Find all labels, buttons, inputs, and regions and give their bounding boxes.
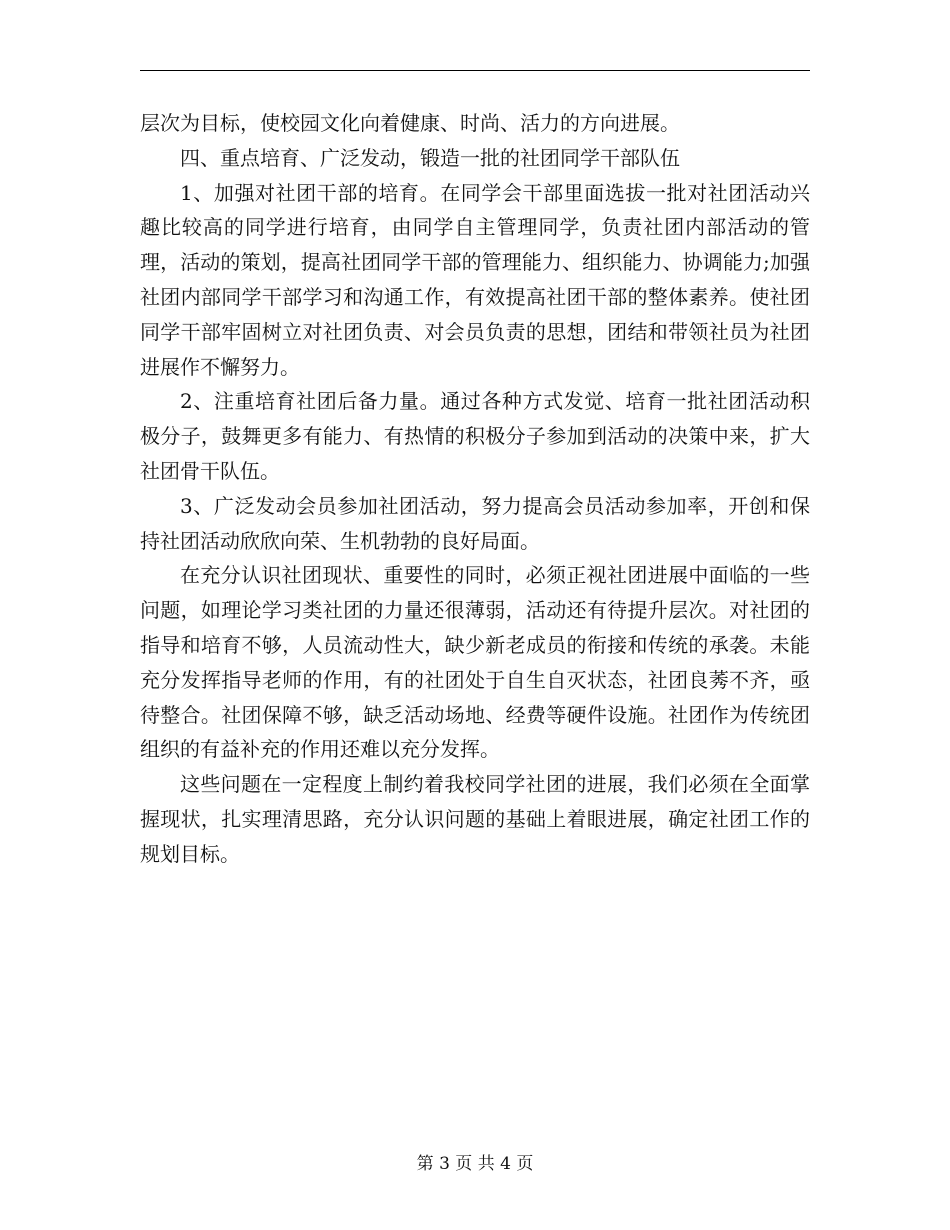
paragraph-conclusion: 这些问题在一定程度上制约着我校同学社团的进展，我们必须在全面掌握现状，扎实理清思路，充分认识问题的基础上着眼进展，确定社团工作的规划目标。 — [140, 772, 810, 866]
paragraph-item-3: 3、广泛发动会员参加社团活动，努力提高会员活动参加率，开创和保持社团活动欣欣向荣、生机勃勃的良好局面。 — [140, 493, 810, 553]
document-body — [140, 106, 810, 872]
paragraph-item-1: 1、加强对社团干部的培育。在同学会干部里面选拔一批对社团活动兴趣比较高的同学进行培育，由同学自主管理同学，负责社团内部活动的管理，活动的策划，提高社团同学干部的管理能力、组织能力、协调能力;加强社团内部同学干部学习和沟通工作，有效提高社团干部的整体素养。使社团同学干部牢固树立对社团负责、对会员负责的思想，团结和带领社员为社团进展作不懈努力。 — [140, 180, 810, 379]
section-heading-four: 四、重点培育、广泛发动，锻造一批的社团同学干部队伍 — [180, 145, 680, 170]
page-number-footer: 第 3 页 共 4 页 — [416, 1154, 534, 1174]
paragraph-item-2: 2、注重培育社团后备力量。通过各种方式发觉、培育一批社团活动积极分子，鼓舞更多有能力、有热情的积极分子参加到活动的决策中来，扩大社团骨干队伍。 — [140, 389, 810, 483]
paragraph-continuation: 层次为目标，使校园文化向着健康、时尚、活力的方向进展。 — [140, 111, 680, 135]
paragraph-problems: 在充分认识社团现状、重要性的同时，必须正视社团进展中面临的一些问题，如理论学习类社团的力量还很薄弱，活动还有待提升层次。对社团的指导和培育不够，人员流动性大，缺少新老成员的衔接和传统的承袭。未能充分发挥指导老师的作用，有的社团处于自生自灭状态，社团良莠不齐，亟待整合。社团保障不够，缺乏活动场地、经费等硬件设施。社团作为传统团组织的有益补充的作用还难以充分发挥。 — [140, 563, 810, 762]
header-rule — [140, 70, 810, 71]
